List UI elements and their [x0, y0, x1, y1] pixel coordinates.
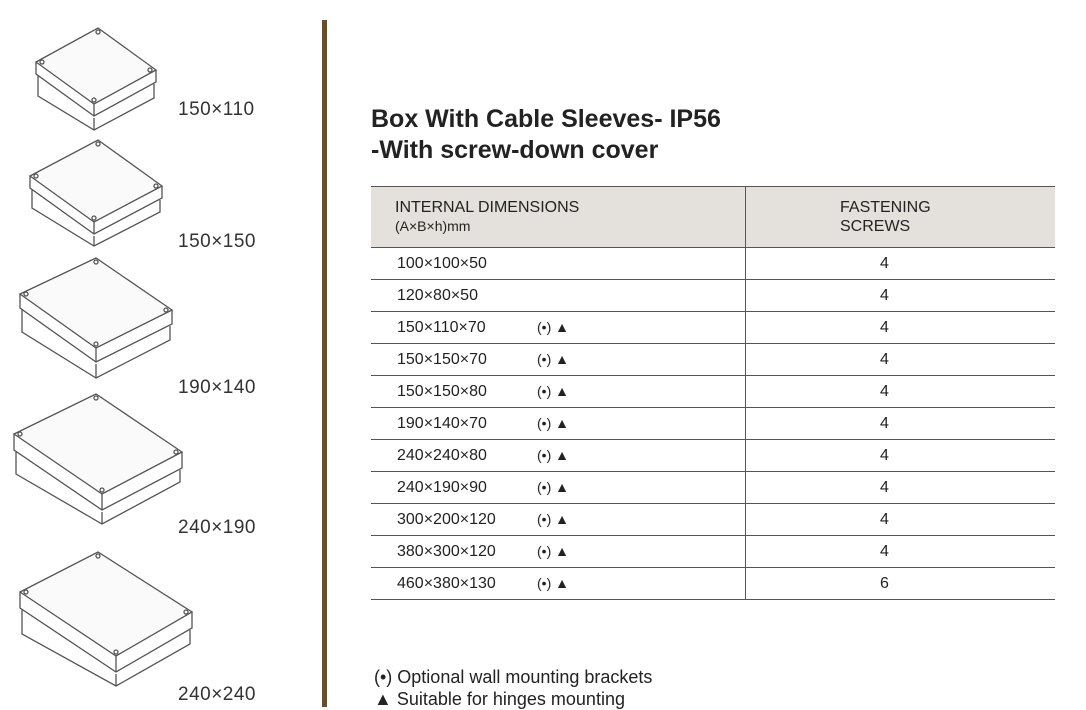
table-row [371, 312, 1055, 344]
dimension-value: 460×380×130 [397, 574, 496, 592]
cell-fastening-screws: 4 [746, 312, 1056, 344]
option-marks: (•) ▲ [537, 382, 569, 399]
dimension-value: 150×150×70 [397, 350, 487, 368]
table-row [371, 440, 1055, 472]
illustration-label: 240×190 [178, 517, 256, 538]
legend-hinges: ▲ Suitable for hinges mounting [374, 689, 625, 709]
page-title [371, 104, 721, 166]
cell-dimensions [371, 568, 746, 600]
cell-dimensions [371, 536, 746, 568]
cell-dimensions [371, 312, 746, 344]
dimension-value: 240×240×80 [397, 446, 487, 464]
header-dimensions-line1: INTERNAL DIMENSIONS [395, 199, 580, 216]
cell-fastening-screws: 4 [746, 248, 1056, 280]
cell-dimensions [371, 440, 746, 472]
table-row [371, 344, 1055, 376]
legend [374, 666, 652, 710]
cell-fastening-screws: 6 [746, 568, 1056, 600]
table-row [371, 408, 1055, 440]
option-marks: (•) ▲ [537, 510, 569, 527]
title-line-1: Box With Cable Sleeves- IP56 [371, 105, 721, 133]
option-marks: (•) ▲ [537, 414, 569, 431]
table-row [371, 472, 1055, 504]
header-fastening-screws [746, 187, 1056, 248]
cell-fastening-screws: 4 [746, 408, 1056, 440]
cell-dimensions [371, 344, 746, 376]
dimension-value: 150×150×80 [397, 382, 487, 400]
box-illustration-150x110 [30, 26, 160, 136]
dimensions-table [371, 186, 1055, 600]
option-marks: (•) ▲ [537, 478, 569, 495]
cell-fastening-screws: 4 [746, 504, 1056, 536]
header-internal-dimensions [371, 187, 746, 248]
illustration-label: 240×240 [178, 684, 256, 705]
cell-fastening-screws: 4 [746, 376, 1056, 408]
table-row [371, 536, 1055, 568]
dimension-value: 100×100×50 [397, 254, 487, 272]
dimension-value: 120×80×50 [397, 286, 478, 304]
cell-fastening-screws: 4 [746, 280, 1056, 312]
option-marks: (•) ▲ [537, 318, 569, 335]
box-illustration-190x140 [16, 256, 176, 382]
cell-fastening-screws: 4 [746, 344, 1056, 376]
option-marks: (•) ▲ [537, 350, 569, 367]
table-row [371, 376, 1055, 408]
table-row [371, 568, 1055, 600]
cell-dimensions [371, 248, 746, 280]
dimension-value: 190×140×70 [397, 414, 487, 432]
table-row [371, 248, 1055, 280]
cell-fastening-screws: 4 [746, 536, 1056, 568]
option-marks: (•) ▲ [537, 542, 569, 559]
table-row [371, 504, 1055, 536]
cell-dimensions [371, 280, 746, 312]
illustration-label: 190×140 [178, 377, 256, 398]
cell-dimensions [371, 408, 746, 440]
dimension-value: 300×200×120 [397, 510, 496, 528]
header-dimensions-line2: (A×B×h)mm [395, 218, 471, 234]
cell-dimensions [371, 472, 746, 504]
illustration-label: 150×150 [178, 231, 256, 252]
cell-dimensions [371, 504, 746, 536]
header-screws-line1: FASTENING [840, 199, 931, 216]
vertical-divider [322, 20, 327, 707]
dimensions-table-wrapper [371, 186, 1055, 600]
cell-fastening-screws: 4 [746, 440, 1056, 472]
table-row [371, 280, 1055, 312]
legend-wall-brackets: (•) Optional wall mounting brackets [374, 667, 653, 687]
table-header-row [371, 187, 1055, 248]
box-illustration-240x190 [10, 392, 186, 528]
table-body [371, 248, 1055, 600]
option-marks: (•) ▲ [537, 446, 569, 463]
option-marks: (•) ▲ [537, 574, 569, 591]
title-line-2: -With screw-down cover [371, 136, 659, 164]
dimension-value: 150×110×70 [397, 318, 486, 336]
illustration-label: 150×110 [178, 99, 255, 120]
illustrations-panel [0, 0, 320, 707]
dimension-value: 240×190×90 [397, 478, 487, 496]
cell-dimensions [371, 376, 746, 408]
box-illustration-150x150 [26, 138, 166, 250]
cell-fastening-screws: 4 [746, 472, 1056, 504]
dimension-value: 380×300×120 [397, 542, 496, 560]
box-illustration-240x240 [16, 550, 196, 690]
header-screws-line2: SCREWS [840, 218, 911, 235]
